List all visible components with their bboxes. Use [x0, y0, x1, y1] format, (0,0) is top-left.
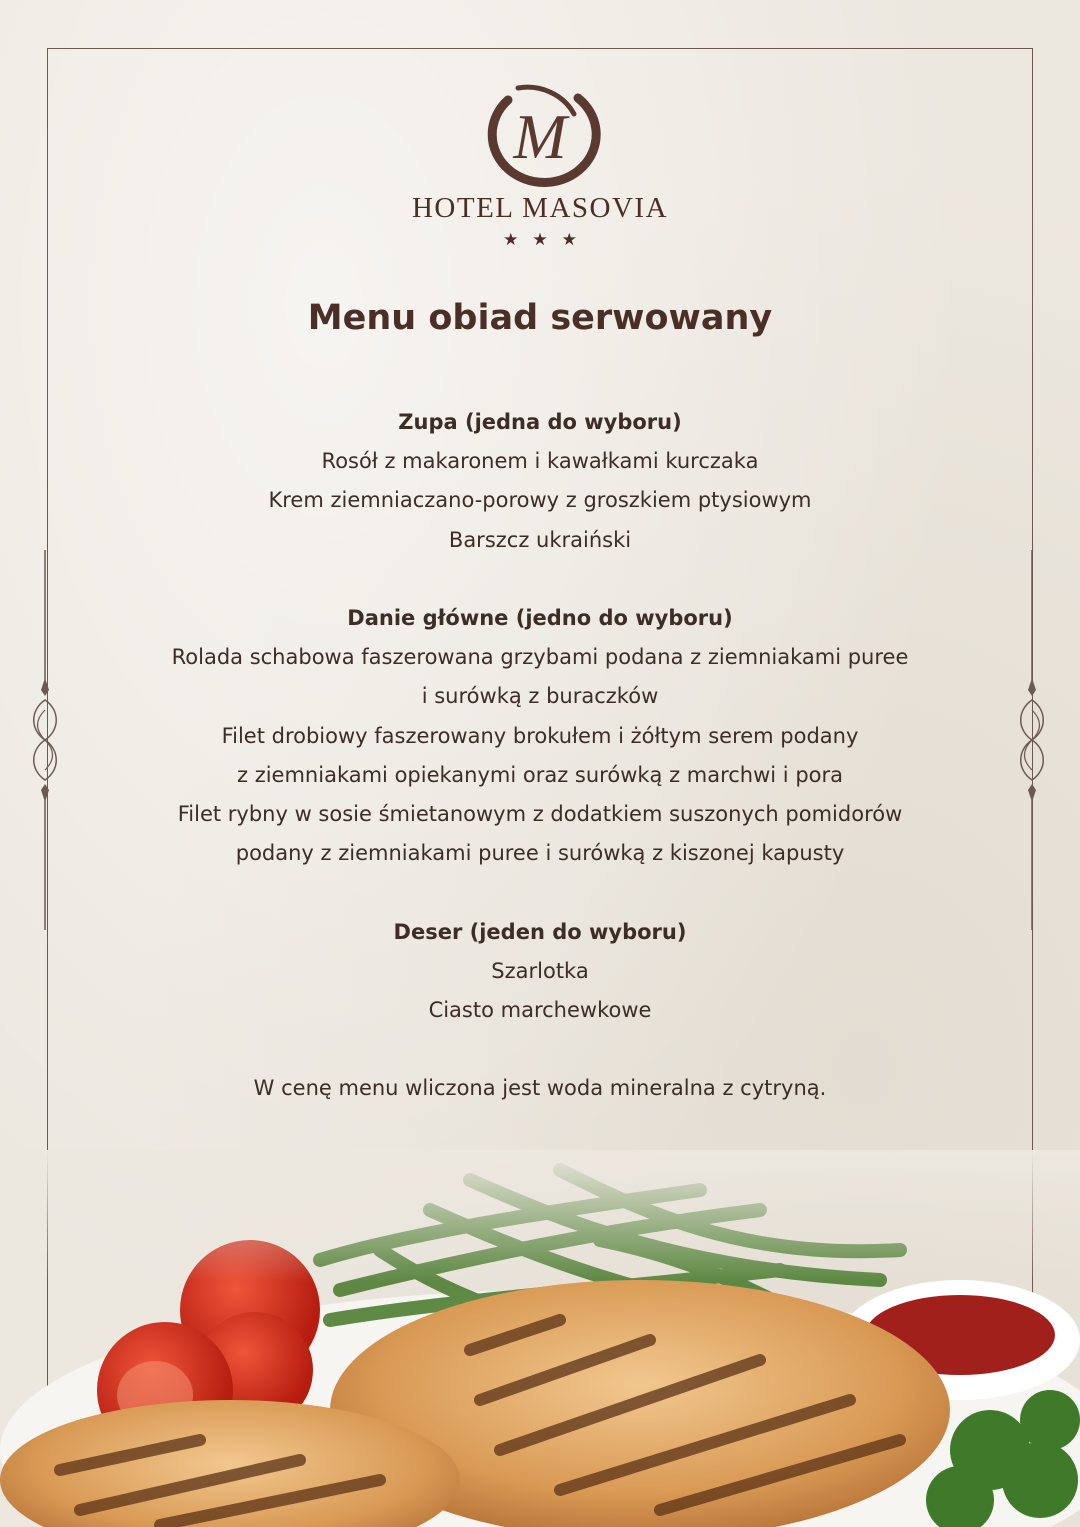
hotel-name: HOTEL MASOVIA — [411, 192, 669, 224]
hotel-logo — [478, 80, 602, 190]
section-heading: Deser (jeden do wyboru) — [393, 919, 687, 944]
menu-line: Ciasto marchewkowe — [428, 998, 652, 1023]
menu-line: i surówką z buraczków — [421, 684, 659, 709]
menu-line: Rolada schabowa faszerowana grzybami podana z ziemniakami puree — [171, 645, 909, 670]
section-main-course — [0, 599, 1080, 873]
menu-line: Rosół z makaronem i kawałkami kurczaka — [321, 449, 759, 474]
menu-content — [0, 403, 1080, 1109]
footer-note: W cenę menu wliczona jest woda mineralna z cytryną. — [253, 1076, 827, 1101]
menu-line: z ziemniakami opiekanymi oraz surówką z marchwi i pora — [237, 762, 843, 787]
menu-line: podany z ziemniakami puree i surówką z kiszonej kapusty — [235, 841, 845, 866]
logo-letter: M — [513, 101, 567, 172]
menu-line: Krem ziemniaczano-porowy z groszkiem ptysiowym — [268, 488, 812, 513]
menu-line: Filet drobiowy faszerowany brokułem i żółtym serem podany — [221, 723, 859, 748]
menu-line: Szarlotka — [491, 958, 589, 983]
section-dessert — [0, 913, 1080, 1031]
menu-line: Barszcz ukraiński — [448, 527, 632, 552]
food-photo — [0, 1150, 1080, 1527]
section-soup — [0, 403, 1080, 560]
section-heading: Danie główne (jedno do wyboru) — [347, 606, 733, 630]
menu-line: Filet rybny w sosie śmietanowym z dodatkiem suszonych pomidorów — [177, 802, 903, 827]
hotel-stars: ★★★ — [503, 230, 591, 250]
section-heading: Zupa (jedna do wyboru) — [398, 410, 682, 434]
menu-title: Menu obiad serwowany — [307, 298, 773, 338]
